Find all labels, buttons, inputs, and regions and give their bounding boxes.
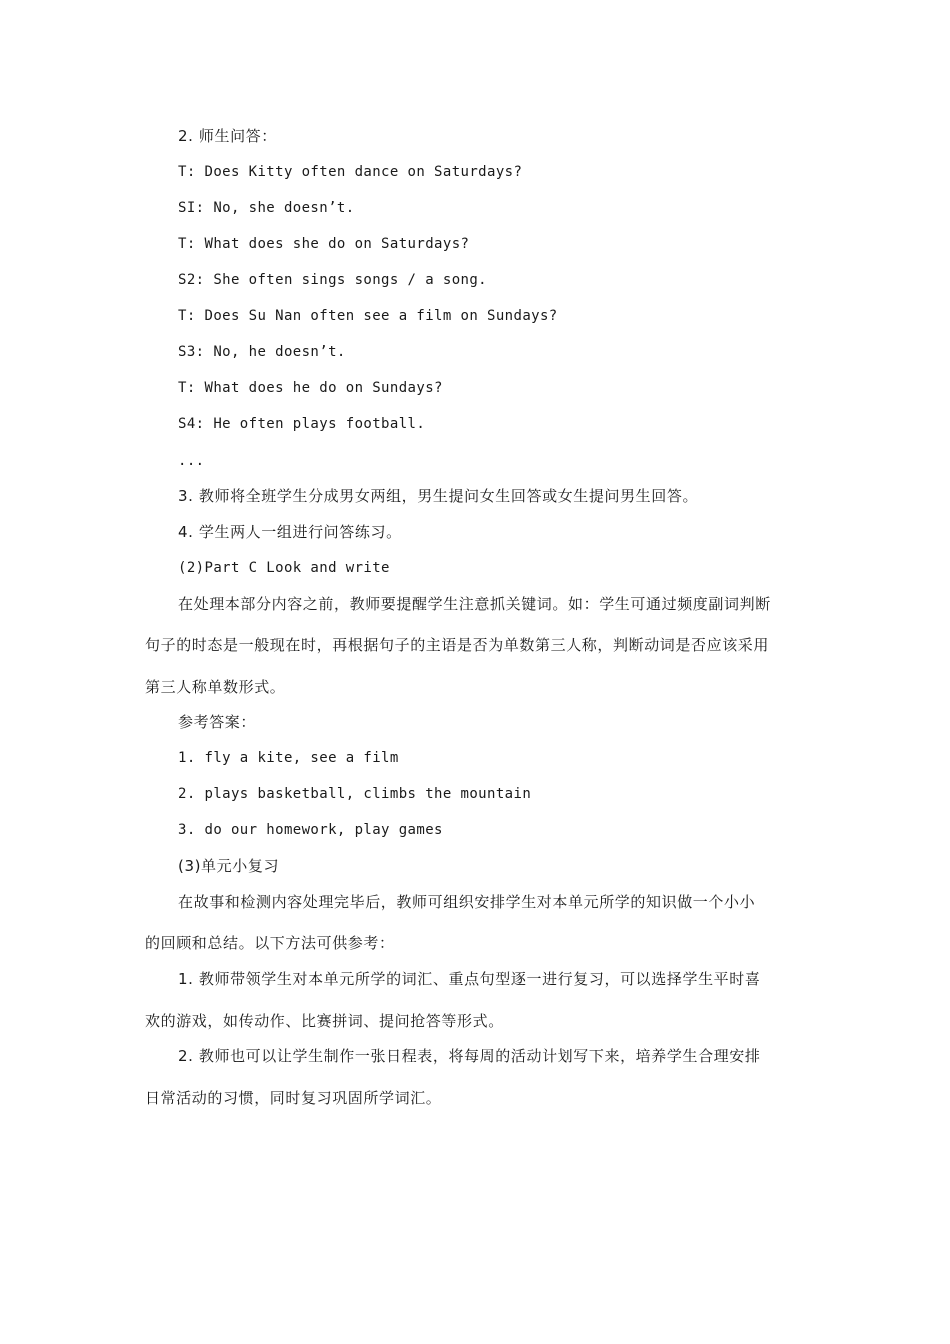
paragraph-line: 句子的时态是一般现在时，再根据句子的主语是否为单数第三人称，判断动词是否应该采用 (145, 636, 770, 654)
dialogue-line: T: What does he do on Sundays? (178, 380, 443, 396)
dialogue-line: T: What does she do on Saturdays? (178, 236, 470, 252)
paragraph-line: 的回顾和总结。以下方法可供参考： (145, 934, 395, 952)
paragraph-line: 日常活动的习惯，同时复习巩固所学词汇。 (145, 1089, 442, 1107)
paragraph-line: 第三人称单数形式。 (145, 678, 286, 696)
paragraph-line: 1. 教师带领学生对本单元所学的词汇、重点句型逐一进行复习，可以选择学生平时喜 (178, 970, 761, 988)
answer-line: 2. plays basketball, climbs the mountain (178, 786, 532, 802)
paragraph-line: 在处理本部分内容之前，教师要提醒学生注意抓关键词。如：学生可通过频度副词判断 (178, 595, 771, 613)
dialogue-line: S2: She often sings songs / a song. (178, 272, 488, 288)
answers-heading: 参考答案： (178, 713, 257, 731)
answer-line: 1. fly a kite, see a film (178, 750, 399, 766)
paragraph-line: 欢的游戏，如传动作、比赛拼词、提问抢答等形式。 (145, 1012, 504, 1030)
step-text: 4. 学生两人一组进行问答练习。 (178, 523, 402, 541)
ellipsis: ... (178, 453, 205, 469)
dialogue-line: SI: No, she doesn’t. (178, 200, 355, 216)
paragraph-line: 2. 教师也可以让学生制作一张日程表，将每周的活动计划写下来，培养学生合理安排 (178, 1047, 761, 1065)
dialogue-line: T: Does Su Nan often see a film on Sundays? (178, 308, 558, 324)
step-heading: 2. 师生问答： (178, 127, 277, 145)
dialogue-line: S3: No, he doesn’t. (178, 344, 346, 360)
dialogue-line: S4: He often plays football. (178, 416, 426, 432)
step-text: 3. 教师将全班学生分成男女两组，男生提问女生回答或女生提问男生回答。 (178, 487, 699, 505)
dialogue-line: T: Does Kitty often dance on Saturdays? (178, 164, 523, 180)
section-heading: (2)Part C Look and write (178, 560, 390, 576)
paragraph-line: 在故事和检测内容处理完毕后，教师可组织安排学生对本单元所学的知识做一个小小 (178, 893, 756, 911)
section-heading: (3)单元小复习 (178, 857, 280, 875)
answer-line: 3. do our homework, play games (178, 822, 443, 838)
